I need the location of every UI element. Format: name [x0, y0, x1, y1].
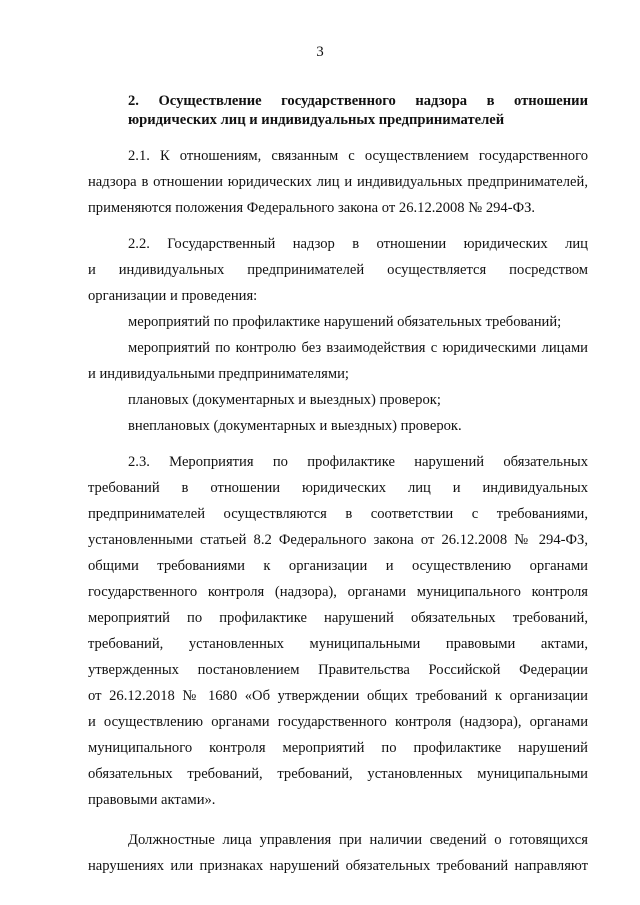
paragraph-line: установленными статьей 8.2 Федерального закона от 26.12.2008 № 294-ФЗ, [88, 532, 588, 548]
paragraph-2-2 [88, 231, 588, 309]
list-item: плановых (документарных и выездных) проверок; [128, 392, 441, 408]
heading-line: юридических лиц и индивидуальных предпринимателей [128, 112, 505, 128]
paragraph-officials [88, 827, 588, 879]
paragraph-line: организации и проведения: [88, 288, 258, 304]
paragraph-line: требований, установленных муниципальными правовыми актами, [88, 636, 588, 652]
paragraph-line: от 26.12.2018 № 1680 «Об утверждении общих требований к организации [88, 688, 588, 704]
paragraph-line: 2.3. Мероприятия по профилактике нарушений обязательных [128, 454, 588, 470]
paragraph-line: муниципального контроля мероприятий по профилактике нарушений [88, 740, 588, 756]
paragraph-line: предпринимателей осуществляются в соответствии с требованиями, [88, 506, 588, 522]
paragraph-line: Должностные лица управления при наличии сведений о готовящихся [128, 832, 588, 848]
paragraph-line: мероприятий по профилактике нарушений обязательных требований, [88, 610, 588, 626]
list-item-continuation: и индивидуальными предпринимателями; [88, 366, 349, 382]
heading-line: 2. Осуществление государственного надзора в отношении [128, 93, 588, 109]
paragraph-line: 2.2. Государственный надзор в отношении юридических лиц [128, 236, 588, 252]
paragraph-line: надзора в отношении юридических лиц и индивидуальных предпринимателей, [88, 174, 588, 190]
paragraph-line: и осуществлению органами государственного контроля (надзора), органами [88, 714, 588, 730]
paragraph-line: правовыми актами». [88, 792, 216, 808]
document-body [88, 92, 588, 879]
paragraph-line: утвержденных постановлением Правительства Российской Федерации [88, 662, 588, 678]
list-item: внеплановых (документарных и выездных) проверок. [128, 418, 462, 434]
paragraph-line: и индивидуальных предпринимателей осуществляется посредством [88, 262, 588, 278]
paragraph-2-3 [88, 449, 588, 813]
paragraph-2-1 [88, 143, 588, 221]
paragraph-line: применяются положения Федерального закона от 26.12.2008 № 294-ФЗ. [88, 200, 536, 216]
paragraph-line: требований в отношении юридических лиц и индивидуальных [88, 480, 588, 496]
section-heading [88, 92, 588, 130]
paragraph-line: государственного контроля (надзора), органами муниципального контроля [88, 584, 588, 600]
inspection-list [88, 309, 588, 439]
list-item: мероприятий по контролю без взаимодействия с юридическими лицами [128, 340, 588, 356]
paragraph-line: 2.1. К отношениям, связанным с осуществлением государственного [128, 148, 588, 164]
list-item: мероприятий по профилактике нарушений обязательных требований; [128, 314, 562, 330]
paragraph-line: нарушениях или признаках нарушений обязательных требований направляют [88, 858, 588, 874]
paragraph-line: обязательных требований, требований, установленных муниципальными [88, 766, 588, 782]
page-number: 3 [316, 44, 324, 60]
paragraph-line: общими требованиями к организации и осуществлению органами [88, 558, 588, 574]
